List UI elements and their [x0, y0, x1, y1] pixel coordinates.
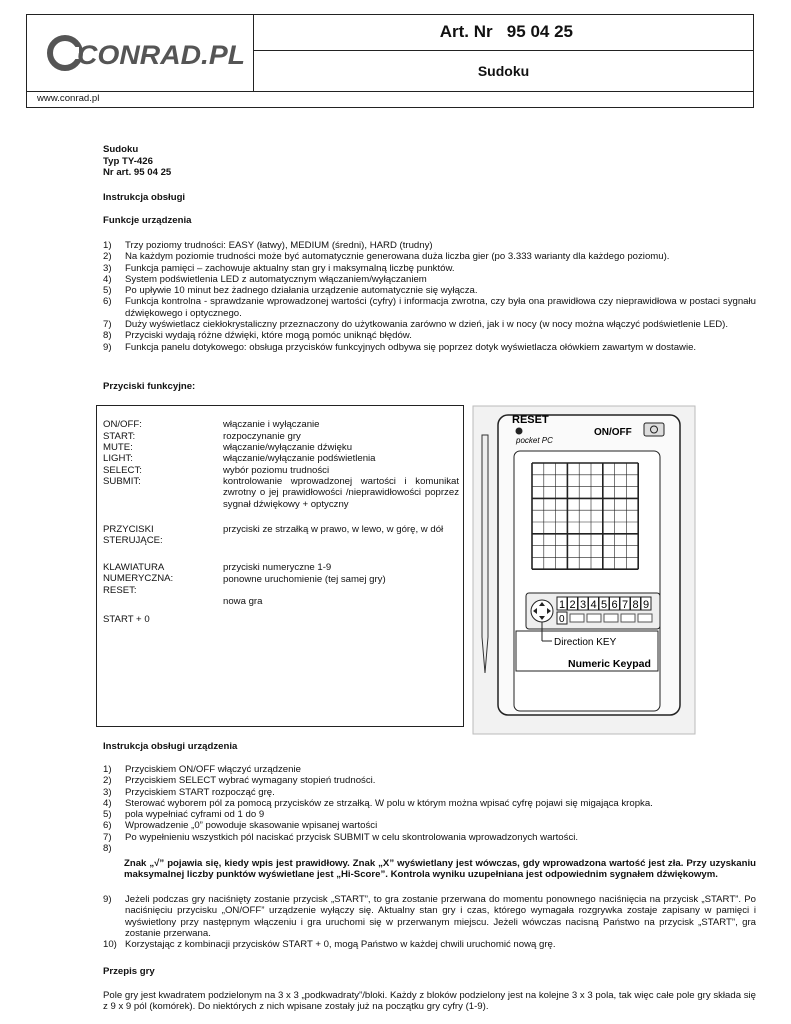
list-text: Sterować wyborem pól za pomocą przycisków ze strzałką. W polu w którym można wpisać cyfrę pojawi się migająca kropka. [125, 797, 653, 809]
list-number: 10) [103, 939, 117, 951]
key-digit: 5 [601, 599, 608, 611]
numeric-keys [557, 597, 651, 611]
url-bar [26, 92, 754, 108]
list-item [103, 787, 756, 798]
reset-button-icon [516, 428, 523, 435]
list-text: pola wypełniać cyframi od 1 do 9 [125, 809, 265, 821]
list-item [103, 342, 756, 353]
list-item [103, 832, 756, 843]
key-digit: 2 [569, 599, 576, 611]
key-digit: 4 [590, 599, 597, 611]
key-digit: 7 [622, 599, 629, 611]
list-number: 4) [103, 273, 112, 285]
list-text: Na każdym poziomie trudności może być automatycznie generowana duża liczba gier (po 3.333 warianty dla każdego poziomu). [125, 251, 670, 263]
logo-text: CONRAD.PL [77, 40, 245, 70]
list-item [103, 274, 756, 285]
list-item [103, 798, 756, 809]
list-number: 3) [103, 786, 112, 798]
list-number: 1) [103, 240, 112, 251]
key-digit: 6 [611, 599, 618, 611]
list-text: Trzy poziomy trudności: EASY (łatwy), MEDIUM (średni), HARD (trudny) [125, 240, 433, 251]
list-text: Przyciski wydają różne dźwięki, które mogą pomóc uniknąć błędów. [125, 330, 412, 342]
usage-list [103, 764, 756, 855]
website-url[interactable]: www.conrad.pl [37, 93, 100, 104]
list-item [103, 285, 756, 296]
rules-text: Pole gry jest kwadratem podzielonym na 3 x 3 „podkwadraty”/bloki. Każdy z bloków podzielony jest na kolejne 3 x 3 pola, tak więc całe pole gry składa się z 9 x 9 pól (komórek). Do niektórych z nich wpisane zostały już na początku gry cyfry (1-9). [103, 990, 756, 1013]
key-digit: 9 [643, 599, 650, 611]
article-number-cell [254, 15, 753, 51]
list-number: 3) [103, 262, 112, 274]
list-text: Jeżeli podczas gry naciśnięty zostanie przycisk „START”, to gra zostanie przerwana do momentu ponownego naciśnięcia na przycisk „START”. Po naciśnięciu przycisku „ON/OFF” urządzenie wyłączy się. Aktualny stan gry i czas, którego wymagała rozgrywka zostaje zapisany w pamięci i wyświetlony przy następnym włączeniu i gra uruchomi się w przerwanym miejscu. Jeżeli wówczas nacisną Państwo na przycisk „START”, gra zostanie przerwana. [125, 894, 756, 939]
list-text: Przyciskiem ON/OFF włączyć urządzenie [125, 764, 301, 775]
pocket-label: pocket PC [516, 436, 553, 445]
stylus-icon [482, 435, 488, 673]
usage-heading: Instrukcja obsługi urządzenia [103, 741, 238, 752]
list-item [103, 251, 756, 262]
list-item [103, 296, 756, 319]
list-text: Funkcja panelu dotykowego: obsługa przycisków funkcyjnych odbywa się poprzez dotyk wyświetlacza ołówkiem zawartym w dostawie. [125, 341, 697, 353]
intro-block [103, 144, 756, 179]
list-item [103, 775, 756, 786]
list-number: 2) [103, 775, 112, 787]
list-number: 5) [103, 809, 112, 821]
list-number: 9) [103, 341, 112, 353]
list-item [103, 809, 756, 820]
key-digit: 8 [632, 599, 639, 611]
device-drawing [472, 405, 696, 735]
list-text: Duży wyświetlacz ciekłokrystaliczny przeznaczony do użytkowania zarówno w dzień, jak i w nocy (w nocy można włączyć podświetlenie LED). [125, 319, 729, 331]
direction-key-label: Direction KEY [554, 637, 617, 648]
document-title: Sudoku [477, 63, 530, 79]
list-number: 8) [103, 843, 112, 855]
product-art: Nr art. 95 04 25 [103, 167, 172, 178]
list-item [103, 263, 756, 274]
list-item [103, 764, 756, 775]
product-type: Typ TY-426 [103, 155, 153, 167]
list-item [103, 240, 756, 251]
list-text: Funkcja pamięci – zachowuje aktualny stan gry i maksymalną liczbę punktów. [125, 262, 455, 274]
list-text: System podświetlenia LED z automatycznym włączaniem/wyłączaniem [125, 273, 427, 285]
document-header [26, 14, 754, 92]
list-item [103, 319, 756, 330]
note-8: Znak „√” pojawia się, kiedy wpis jest prawidłowy. Znak „X” wyświetlany jest wówczas, gdy wprowadzona wartość jest zła. Przy uzyskaniu maksymalnej liczby punktów wyświetlane jest „Hi-Score”. Kontrola wyniku uzupełniana jest odpowiednim sygnałem dźwiękowym. [124, 858, 756, 881]
list-number: 5) [103, 285, 112, 297]
article-number: Art. Nr 95 04 25 [439, 22, 573, 41]
list-text: Wprowadzenie „0” powoduje skasowanie wpisanej wartości [125, 820, 378, 832]
list-number: 6) [103, 296, 112, 308]
list-number: 6) [103, 820, 112, 832]
list-text: Przyciskiem START rozpocząć grę. [125, 786, 275, 798]
list-number: 7) [103, 831, 112, 843]
list-text: Po wypełnieniu wszystkich pól naciskać przycisk SUBMIT w celu skontrolowania wprowadzonych wartości. [125, 831, 579, 843]
list-text: Przyciskiem SELECT wybrać wymagany stopień trudności. [125, 775, 376, 787]
power-button-icon [644, 423, 664, 436]
key-digit: 1 [559, 599, 566, 611]
conrad-logo [47, 33, 247, 73]
reset-label: RESET [512, 414, 549, 426]
list-item [103, 894, 756, 939]
list-text: Korzystając z kombinacji przycisków START + 0, mogą Państwo w każdej chwili uruchomić nową grę. [125, 939, 556, 951]
list-item [103, 820, 756, 831]
usage-list-tail [103, 894, 756, 950]
list-number: 2) [103, 251, 112, 263]
list-number: 1) [103, 764, 112, 775]
rules-heading: Przepis gry [103, 966, 155, 977]
list-text: Po upływie 10 minut bez żadnego działania urządzenie automatycznie się wyłącza. [125, 285, 478, 297]
functions-heading: Funkcje urządzenia [103, 215, 192, 226]
device-illustration [472, 405, 696, 735]
manual-heading: Instrukcja obsługi [103, 192, 186, 203]
title-cell [254, 51, 753, 91]
list-text: Funkcja kontrolna - sprawdzanie wprowadzonej wartości (cyfry) i informacja zwrotna, czy była ona prawidłowa czy nieprawidłowa w postaci sygnału dźwiękowego i optycznego. [125, 296, 756, 319]
list-number: 7) [103, 319, 112, 331]
logo-cell [27, 15, 254, 91]
numeric-keypad-label: Numeric Keypad [568, 658, 651, 670]
list-item [103, 330, 756, 341]
list-number: 9) [103, 894, 112, 905]
onoff-label: ON/OFF [594, 427, 632, 438]
buttons-heading: Przyciski funkcyjne: [103, 381, 196, 392]
key-digit: 3 [580, 599, 587, 611]
function-buttons-table: ON/OFF: włączanie i wyłączanie START: rozpoczynanie gry MUTE: włączanie/wyłączanie dźwięku LIGHT: włączanie/wyłączanie podświetlenia SELECT: wybór poziomu trudności SUBMIT: kontrolowanie wprowadzonej wartości i komunikat zwrotny o jej prawidłowości /nieprawidłowości poprzez sygnał dźwiękowy + optyczny PRZYCISKI STERUJĄCE: przyciski ze strzałką w prawo, w lewo, w górę, w dół KLAWIATURA NUMERYCZNA: przyciski numeryczne 1-9 RESET: ponowne uruchomienie (tej samej gry) nowa gra START + 0 [96, 405, 464, 727]
list-item [103, 939, 756, 950]
list-number: 4) [103, 797, 112, 809]
functions-list [103, 240, 756, 353]
product-name: Sudoku [103, 144, 139, 155]
key-zero: 0 [559, 614, 565, 625]
list-number: 8) [103, 330, 112, 342]
